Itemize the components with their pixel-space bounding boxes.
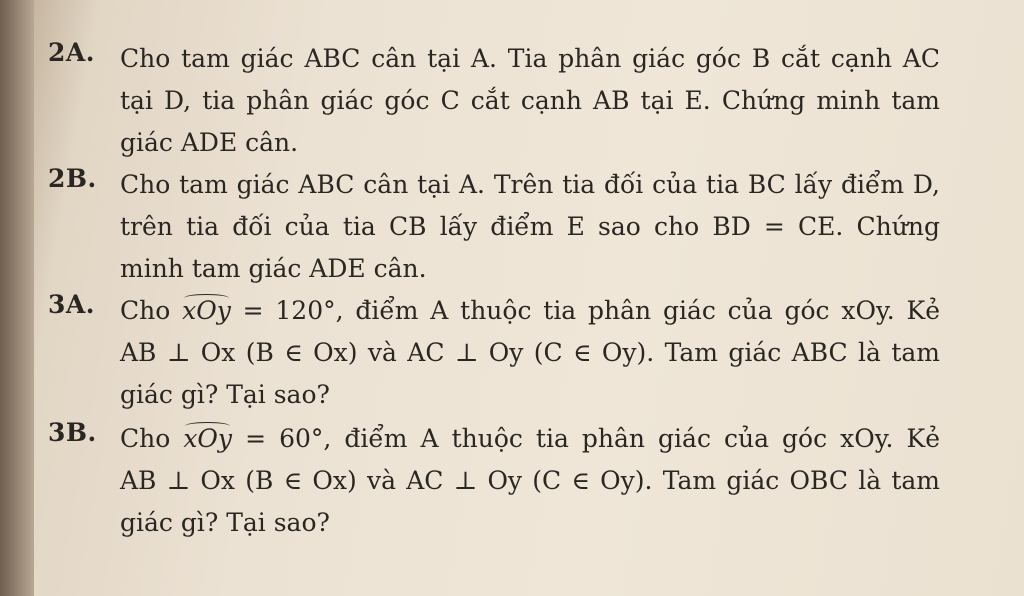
problem-line [120, 418, 940, 460]
problem-line: giác ADE cân. [120, 128, 299, 157]
problem-line: giác gì? Tại sao? [120, 508, 330, 537]
angle-symbol: xOy [182, 290, 231, 332]
problem-2b [48, 164, 940, 290]
problem-line: trên tia đối của tia CB lấy điểm E sao cho BD = CE. Chứng [120, 212, 940, 241]
angle-symbol: xOy [183, 418, 232, 460]
book-spine-shadow [0, 0, 34, 596]
problem-line: giác gì? Tại sao? [120, 380, 330, 409]
problem-number: 3A. [48, 290, 95, 319]
problem-text [120, 418, 940, 544]
problem-3b [48, 418, 940, 544]
problem-line-rest: = 60°, điểm A thuộc tia phân giác của góc xOy. Kẻ [232, 424, 940, 453]
problem-line: Cho tam giác ABC cân tại A. Trên tia đối của tia BC lấy điểm D, [120, 170, 940, 199]
problem-3a [48, 290, 940, 416]
problem-text [120, 164, 940, 290]
problem-text [120, 38, 940, 164]
problem-number: 2A. [48, 38, 95, 67]
problem-line: AB ⊥ Ox (B ∈ Ox) và AC ⊥ Oy (C ∈ Oy). Tam giác ABC là tam [120, 338, 940, 367]
problem-line: AB ⊥ Ox (B ∈ Ox) và AC ⊥ Oy (C ∈ Oy). Tam giác OBC là tam [120, 466, 940, 495]
problem-line-start: Cho [120, 424, 171, 453]
problem-line-start: Cho [120, 296, 171, 325]
problem-line: minh tam giác ADE cân. [120, 254, 427, 283]
problem-2a [48, 38, 940, 164]
problem-line: tại D, tia phân giác góc C cắt cạnh AB tại E. Chứng minh tam [120, 86, 940, 115]
textbook-page [48, 38, 940, 544]
problem-line-rest: = 120°, điểm A thuộc tia phân giác của góc xOy. Kẻ [230, 296, 940, 325]
problem-line: Cho tam giác ABC cân tại A. Tia phân giác góc B cắt cạnh AC [120, 44, 940, 73]
problem-number: 2B. [48, 164, 97, 193]
problem-text [120, 290, 940, 416]
problem-number: 3B. [48, 418, 97, 447]
problem-line [120, 290, 940, 332]
